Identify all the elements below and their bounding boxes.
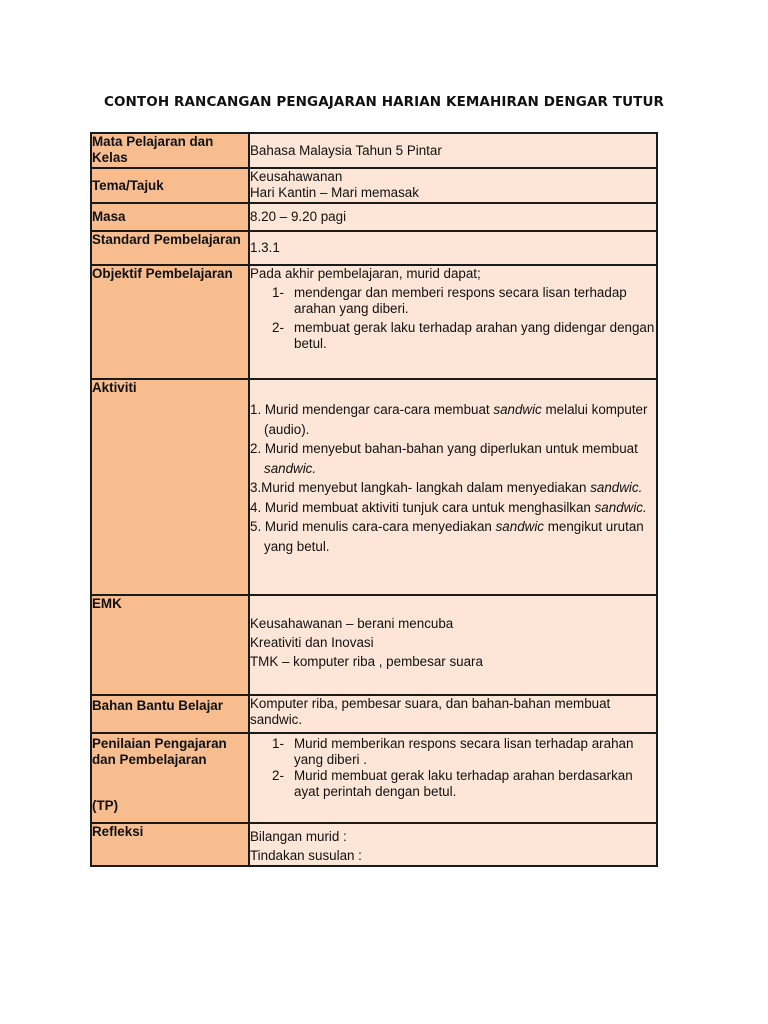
list-item: [250, 439, 656, 478]
item-text: .: [638, 480, 643, 495]
item-emphasis: sandwic: [493, 402, 542, 417]
penilaian-list: [250, 736, 656, 800]
lesson-plan-table: [90, 132, 658, 867]
label-objektif: Objektif Pembelajaran: [91, 265, 249, 379]
label-aktiviti: Aktiviti: [91, 379, 249, 595]
row-standard: [91, 231, 657, 265]
value-tema: [249, 168, 657, 203]
label-penilaian: [91, 733, 249, 823]
row-masa: [91, 203, 657, 231]
row-refleksi: [91, 823, 657, 866]
label-masa: Masa: [91, 203, 249, 231]
row-emk: [91, 595, 657, 695]
item-text: membuat gerak laku terhadap arahan yang didengar dengan betul.: [294, 320, 655, 351]
item-emphasis: sandwic: [590, 480, 639, 495]
label-mata-pelajaran: Mata Pelajaran dan Kelas: [91, 133, 249, 168]
item-number: 1-: [272, 736, 284, 751]
item-text: .: [312, 460, 317, 476]
item-text: mengikut urutan yang betul.: [264, 519, 644, 554]
item-number: 2-: [272, 320, 284, 335]
objektif-intro: Pada akhir pembelajaran, murid dapat;: [250, 266, 481, 281]
list-item: Keusahawanan – berani mencuba: [250, 616, 454, 631]
list-item: [250, 768, 656, 800]
item-text: melalui komputer (audio).: [264, 402, 648, 437]
item-number: 2-: [272, 768, 284, 783]
value-mata-pelajaran: Bahasa Malaysia Tahun 5 Pintar: [249, 133, 657, 168]
item-number: 1-: [272, 285, 284, 300]
refleksi-line-1: Bilangan murid :: [250, 829, 347, 844]
list-item: [250, 320, 656, 352]
item-text: 4. Murid membuat aktiviti tunjuk cara untuk menghasilkan: [250, 499, 595, 515]
value-emk: [249, 595, 657, 695]
label-emk: EMK: [91, 595, 249, 695]
row-tema: [91, 168, 657, 203]
label-standard: Standard Pembelajaran: [91, 231, 249, 265]
item-emphasis: sandwic: [264, 460, 313, 476]
item-text: 1. Murid mendengar cara-cara membuat: [250, 402, 494, 417]
row-aktiviti: [91, 379, 657, 595]
item-text: mendengar dan memberi respons secara lisan terhadap arahan yang diberi.: [294, 285, 627, 316]
penilaian-label-text: Penilaian Pengajaran dan Pembelajaran: [92, 736, 227, 767]
tema-line-2: Hari Kantin – Mari memasak: [250, 185, 419, 200]
list-item: [250, 498, 656, 518]
objektif-list: [250, 285, 656, 352]
item-emphasis: sandwic: [495, 519, 544, 534]
list-item: Kreativiti dan Inovasi: [250, 635, 374, 650]
value-objektif: [249, 265, 657, 379]
value-masa: 8.20 – 9.20 pagi: [249, 203, 657, 231]
item-text: 2. Murid menyebut bahan-bahan yang diperlukan untuk membuat: [250, 441, 638, 456]
aktiviti-list: [250, 400, 656, 556]
list-item: [250, 400, 656, 439]
list-item: [250, 478, 656, 498]
item-text: Murid memberikan respons secara lisan terhadap arahan yang diberi .: [294, 736, 634, 767]
item-text: .: [643, 499, 647, 515]
label-refleksi: Refleksi: [91, 823, 249, 866]
row-penilaian: [91, 733, 657, 823]
row-mata-pelajaran: [91, 133, 657, 168]
refleksi-line-2: Tindakan susulan :: [250, 848, 362, 863]
item-text: 5. Murid menulis cara-cara menyediakan: [250, 519, 496, 534]
value-bahan: Komputer riba, pembesar suara, dan bahan-bahan membuat sandwic.: [249, 695, 657, 733]
list-item: TMK – komputer riba , pembesar suara: [250, 654, 483, 669]
label-tema: Tema/Tajuk: [91, 168, 249, 203]
emk-list: [250, 614, 656, 671]
tema-line-1: Keusahawanan: [250, 169, 343, 184]
list-item: [250, 285, 656, 317]
item-text: Murid membuat gerak laku terhadap arahan berdasarkan ayat perintah dengan betul.: [294, 768, 633, 799]
item-text: 3.Murid menyebut langkah- langkah dalam menyediakan: [250, 480, 591, 495]
page-title: CONTOH RANCANGAN PENGAJARAN HARIAN KEMAHIRAN DENGAR TUTUR: [103, 94, 665, 110]
item-emphasis: sandwic: [594, 499, 643, 515]
list-item: [250, 517, 656, 556]
row-bahan: [91, 695, 657, 733]
value-penilaian: [249, 733, 657, 823]
value-aktiviti: [249, 379, 657, 595]
label-bahan: Bahan Bantu Belajar: [91, 695, 249, 733]
row-objektif: [91, 265, 657, 379]
value-standard: 1.3.1: [249, 231, 657, 265]
penilaian-label-tp: (TP): [92, 798, 119, 813]
list-item: [250, 736, 656, 768]
value-refleksi: [249, 823, 657, 866]
